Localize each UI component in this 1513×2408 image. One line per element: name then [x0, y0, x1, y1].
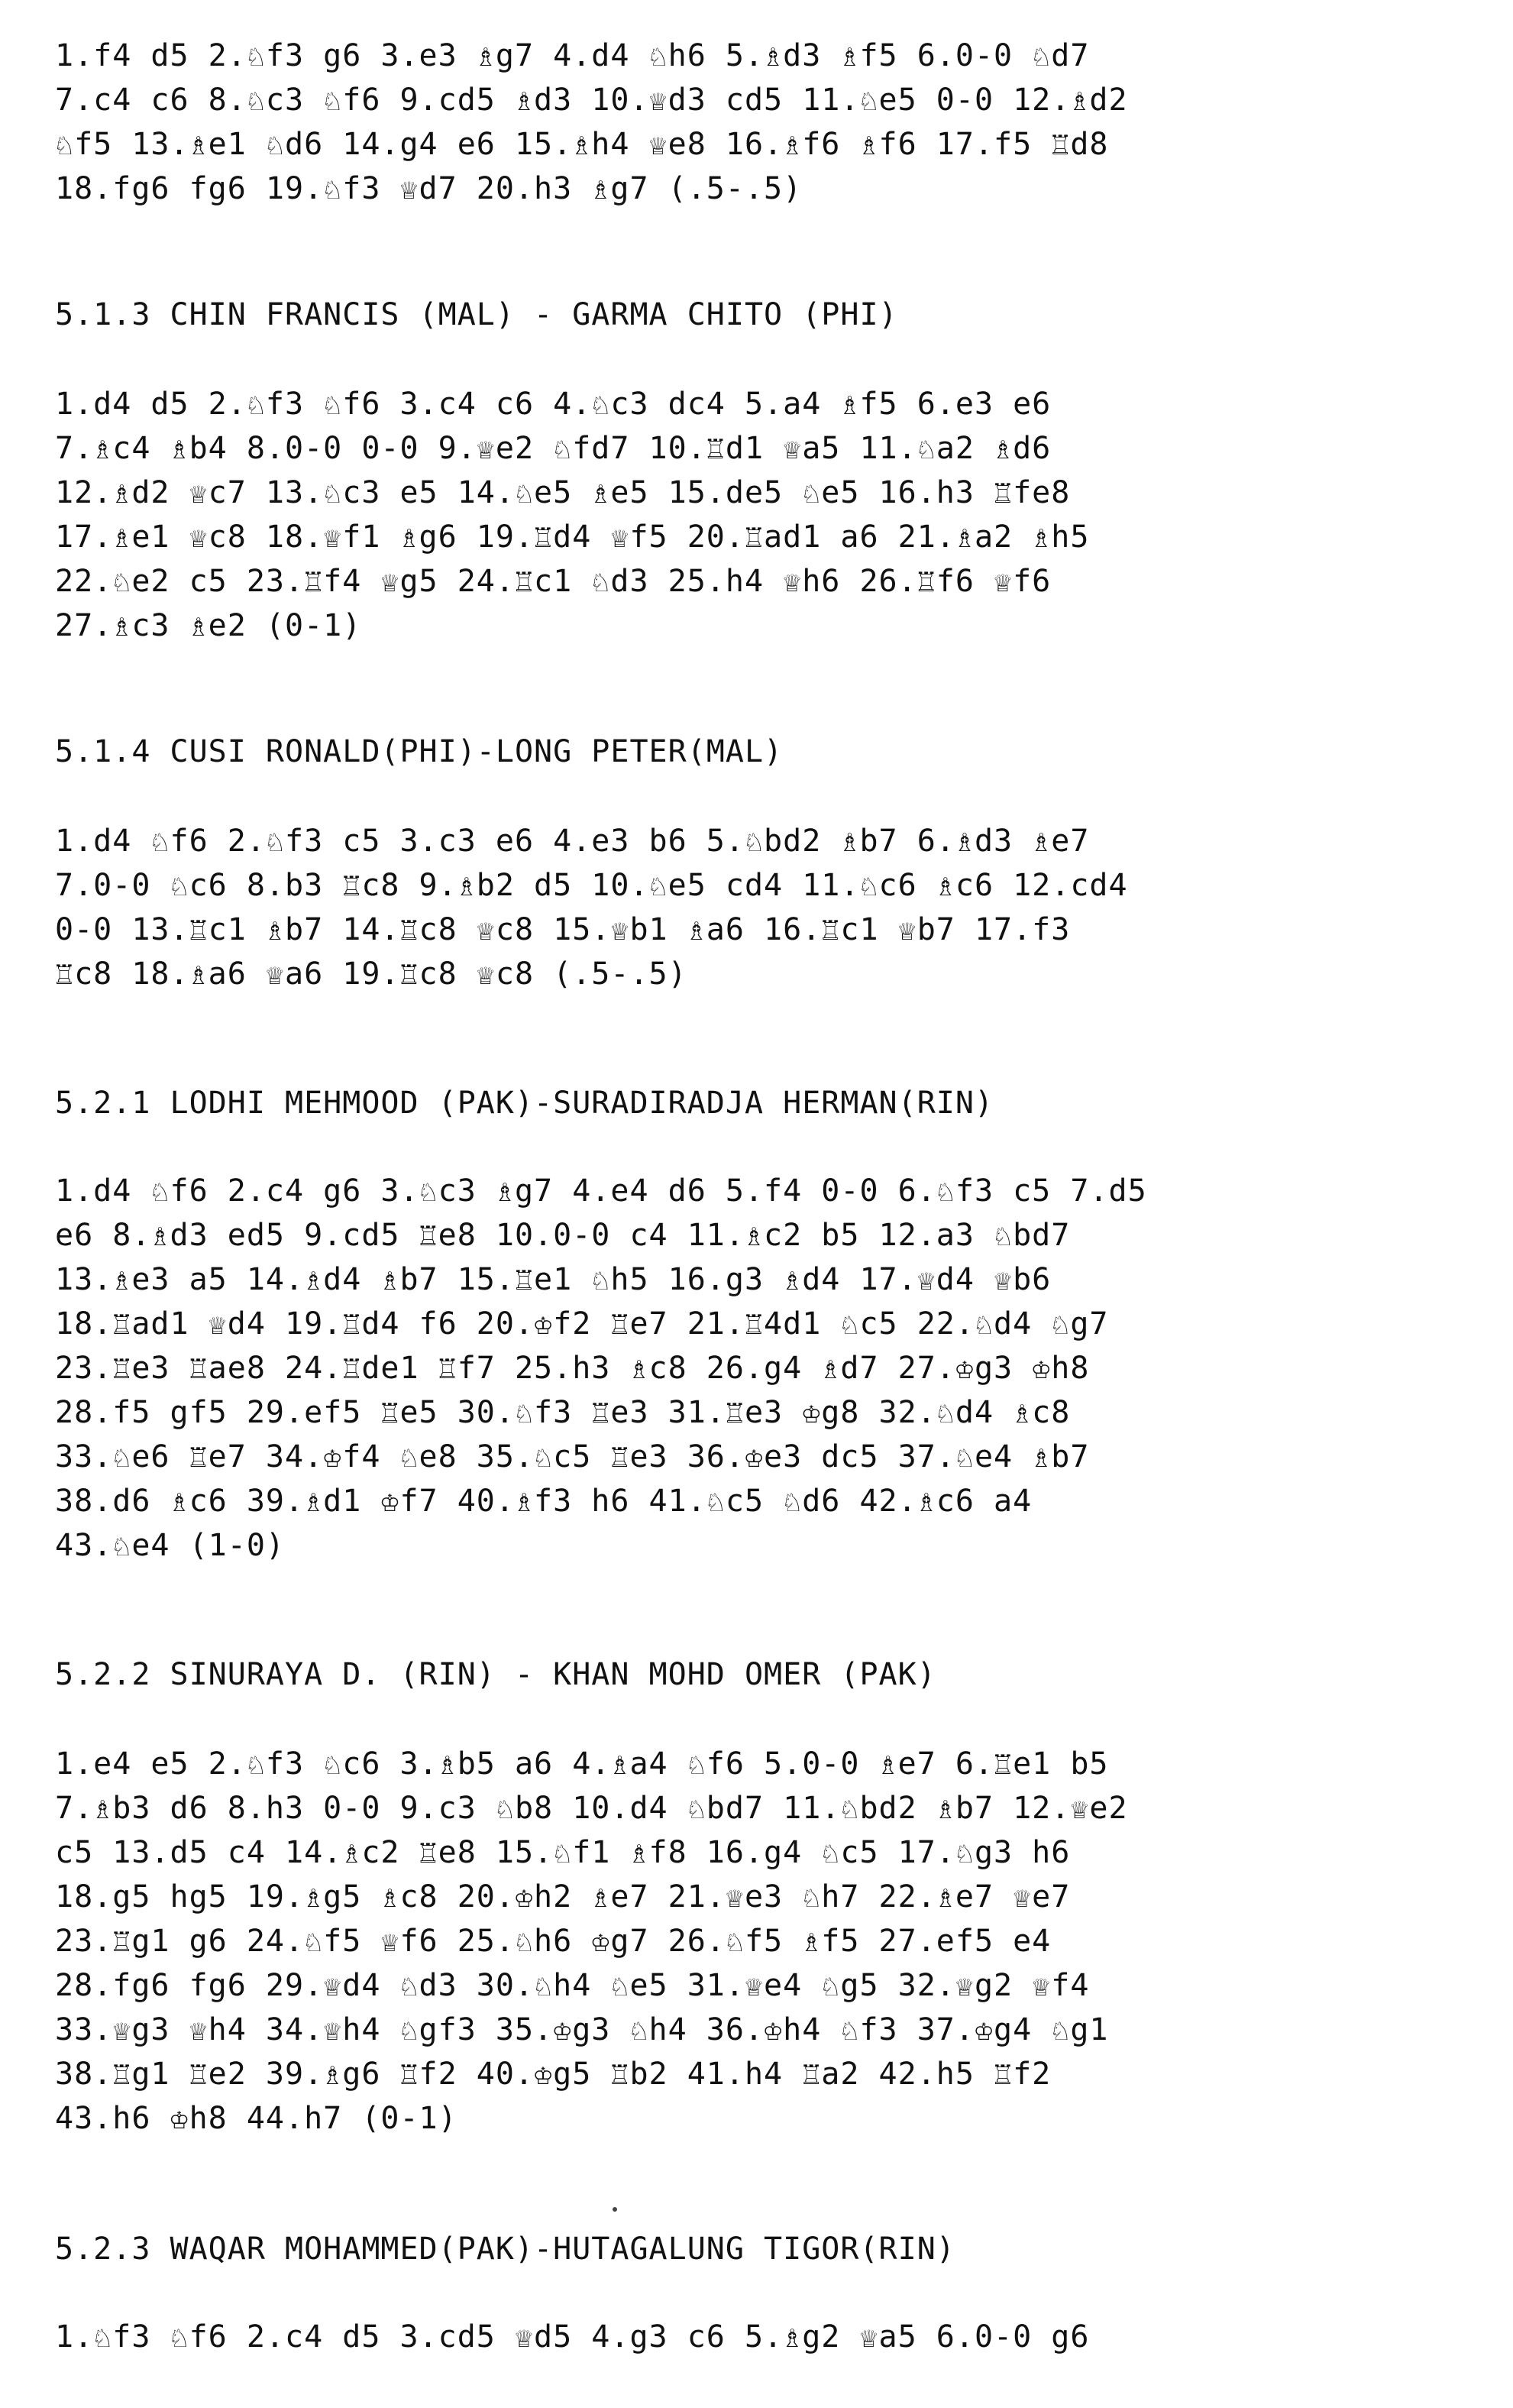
move-line: e6 8.♗d3 ed5 9.cd5 ♖e8 10.0-0 c4 11.♗c2 b5 12.a3 ♘bd7	[55, 1218, 1071, 1253]
move-line: 7.♗b3 d6 8.h3 0-0 9.c3 ♘b8 10.d4 ♘bd7 11.♘bd2 ♗b7 12.♕e2	[55, 1791, 1128, 1826]
move-line: 7.♗c4 ♗b4 8.0-0 0-0 9.♕e2 ♘fd7 10.♖d1 ♕a5 11.♘a2 ♗d6	[55, 431, 1052, 466]
move-line: ♘f5 13.♗e1 ♘d6 14.g4 e6 15.♗h4 ♕e8 16.♗f6 ♗f6 17.f5 ♖d8	[55, 127, 1109, 162]
move-line: c5 13.d5 c4 14.♗c2 ♖e8 15.♘f1 ♗f8 16.g4 ♘c5 17.♘g3 h6	[55, 1835, 1071, 1870]
move-line: 7.c4 c6 8.♘c3 ♘f6 9.cd5 ♗d3 10.♕d3 cd5 11.♘e5 0-0 12.♗d2	[55, 83, 1128, 118]
move-line: 38.d6 ♗c6 39.♗d1 ♔f7 40.♗f3 h6 41.♘c5 ♘d6 42.♗c6 a4	[55, 1484, 1033, 1519]
move-line: 23.♖g1 g6 24.♘f5 ♕f6 25.♘h6 ♔g7 26.♘f5 ♗f5 27.ef5 e4	[55, 1924, 1052, 1959]
move-line: 43.h6 ♔h8 44.h7 (0-1)	[55, 2101, 457, 2136]
game-heading: 5.2.1 LODHI MEHMOOD (PAK)-SURADIRADJA HERMAN(RIN)	[55, 1086, 994, 1121]
move-line: 33.♕g3 ♕h4 34.♕h4 ♘gf3 35.♔g3 ♘h4 36.♔h4 ♘f3 37.♔g4 ♘g1	[55, 2012, 1109, 2047]
game-movetext	[55, 34, 1430, 211]
move-line: 28.fg6 fg6 29.♕d4 ♘d3 30.♘h4 ♘e5 31.♕e4 ♘g5 32.♕g2 ♕f4	[55, 1968, 1090, 2003]
move-line: 1.♘f3 ♘f6 2.c4 d5 3.cd5 ♕d5 4.g3 c6 5.♗g2 ♕a5 6.0-0 g6	[55, 2319, 1090, 2355]
move-line: 18.♖ad1 ♕d4 19.♖d4 f6 20.♔f2 ♖e7 21.♖4d1 ♘c5 22.♘d4 ♘g7	[55, 1306, 1109, 1342]
move-line: 27.♗c3 ♗e2 (0-1)	[55, 608, 362, 643]
move-line: 28.f5 gf5 29.ef5 ♖e5 30.♘f3 ♖e3 31.♖e3 ♔g8 32.♘d4 ♗c8	[55, 1395, 1071, 1430]
game-heading: 5.1.4 CUSI RONALD(PHI)-LONG PETER(MAL)	[55, 734, 784, 769]
move-line: 12.♗d2 ♕c7 13.♘c3 e5 14.♘e5 ♗e5 15.de5 ♘e5 16.h3 ♖fe8	[55, 475, 1071, 510]
move-line: 38.♖g1 ♖e2 39.♗g6 ♖f2 40.♔g5 ♖b2 41.h4 ♖a2 42.h5 ♖f2	[55, 2057, 1052, 2092]
move-line: 1.e4 e5 2.♘f3 ♘c6 3.♗b5 a6 4.♗a4 ♘f6 5.0-0 ♗e7 6.♖e1 b5	[55, 1746, 1109, 1782]
game-heading: 5.1.3 CHIN FRANCIS (MAL) - GARMA CHITO (PHI)	[55, 297, 898, 332]
game-movetext	[55, 1742, 1430, 2141]
move-line: 17.♗e1 ♕c8 18.♕f1 ♗g6 19.♖d4 ♕f5 20.♖ad1 a6 21.♗a2 ♗h5	[55, 519, 1090, 555]
game-heading: 5.2.3 WAQAR MOHAMMED(PAK)-HUTAGALUNG TIGOR(RIN)	[55, 2232, 955, 2267]
move-line: 1.d4 d5 2.♘f3 ♘f6 3.c4 c6 4.♘c3 dc4 5.a4 ♗f5 6.e3 e6	[55, 387, 1052, 422]
game-heading: 5.2.2 SINURAYA D. (RIN) - KHAN MOHD OMER (PAK)	[55, 1657, 936, 1692]
game-movetext	[55, 2315, 1430, 2359]
move-line: 33.♘e6 ♖e7 34.♔f4 ♘e8 35.♘c5 ♖e3 36.♔e3 dc5 37.♘e4 ♗b7	[55, 1439, 1090, 1474]
game-movetext	[55, 382, 1430, 648]
game-movetext	[55, 1169, 1430, 1568]
game-movetext	[55, 819, 1430, 996]
move-line: 18.fg6 fg6 19.♘f3 ♕d7 20.h3 ♗g7 (.5-.5)	[55, 171, 803, 206]
move-line: 13.♗e3 a5 14.♗d4 ♗b7 15.♖e1 ♘h5 16.g3 ♗d4 17.♕d4 ♕b6	[55, 1262, 1052, 1297]
move-line: 0-0 13.♖c1 ♗b7 14.♖c8 ♕c8 15.♕b1 ♗a6 16.♖c1 ♕b7 17.f3	[55, 912, 1071, 947]
move-line: 1.f4 d5 2.♘f3 g6 3.e3 ♗g7 4.d4 ♘h6 5.♗d3 ♗f5 6.0-0 ♘d7	[55, 38, 1090, 73]
move-line: ♖c8 18.♗a6 ♕a6 19.♖c8 ♕c8 (.5-.5)	[55, 956, 687, 992]
move-line: 18.g5 hg5 19.♗g5 ♗c8 20.♔h2 ♗e7 21.♕e3 ♘h7 22.♗e7 ♕e7	[55, 1879, 1071, 1914]
move-line: 7.0-0 ♘c6 8.b3 ♖c8 9.♗b2 d5 10.♘e5 cd4 11.♘c6 ♗c6 12.cd4	[55, 868, 1128, 903]
move-line: 22.♘e2 c5 23.♖f4 ♕g5 24.♖c1 ♘d3 25.h4 ♕h6 26.♖f6 ♕f6	[55, 564, 1052, 599]
move-line: 43.♘e4 (1-0)	[55, 1528, 285, 1563]
move-line: 1.d4 ♘f6 2.c4 g6 3.♘c3 ♗g7 4.e4 d6 5.f4 0-0 6.♘f3 c5 7.d5	[55, 1173, 1147, 1209]
move-line: 1.d4 ♘f6 2.♘f3 c5 3.c3 e6 4.e3 b6 5.♘bd2 ♗b7 6.♗d3 ♗e7	[55, 824, 1090, 859]
ink-speck	[613, 2207, 617, 2212]
move-line: 23.♖e3 ♖ae8 24.♖de1 ♖f7 25.h3 ♗c8 26.g4 ♗d7 27.♔g3 ♔h8	[55, 1351, 1090, 1386]
